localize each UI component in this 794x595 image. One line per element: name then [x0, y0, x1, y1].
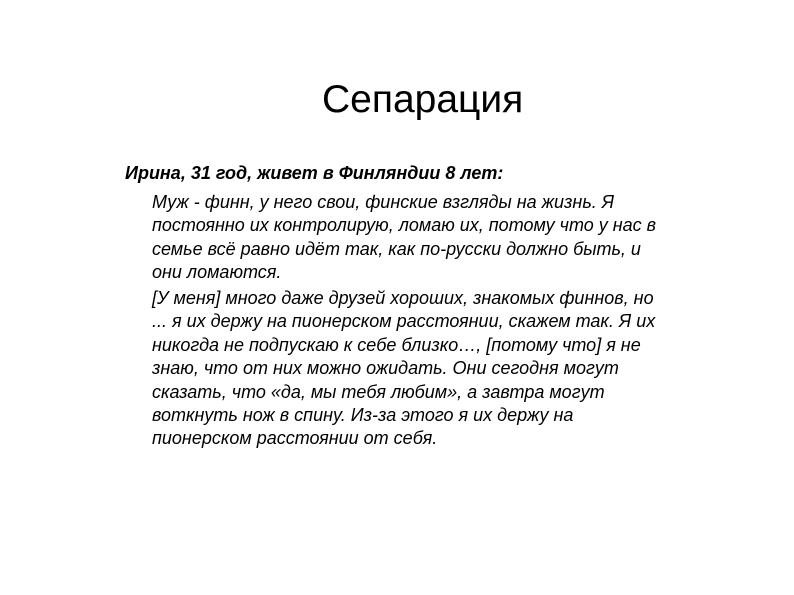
slide-title: Сепарация — [322, 78, 524, 121]
paragraph-2-line-4: знаю, что от них можно ожидать. Они сегодня могут — [152, 358, 619, 379]
paragraph-1-line-2: постоянно их контролирую, ломаю их, потому что у нас в — [152, 215, 657, 236]
paragraph-2-line-1: [У меня] много даже друзей хороших, знакомых финнов, но — [152, 288, 654, 308]
quote-paragraph-2 — [152, 287, 764, 451]
paragraph-2-line-7: пионерском расстоянии от себя. — [152, 428, 438, 449]
paragraph-1-line-1: Муж - финн, у него свои, финские взгляды на жизнь. Я — [152, 192, 615, 212]
quote-heading: Ирина, 31 год, живет в Финляндии 8 лет: — [125, 163, 504, 183]
paragraph-1-line-4: они ломаются. — [152, 262, 282, 283]
paragraph-2-line-5: сказать, что «да, мы тебя любим», а завтра могут — [152, 381, 605, 402]
paragraph-2-line-3: никогда не подпускаю к себе близко…, [потому что] я не — [152, 334, 641, 355]
quote-paragraph-1 — [152, 191, 764, 285]
paragraph-2-line-2: ... я их держу на пионерском расстоянии, скажем так. Я их — [152, 311, 656, 332]
paragraph-2-line-6: воткнуть нож в спину. Из-за этого я их держу на — [152, 404, 574, 425]
paragraph-1-line-3: семье всё равно идёт так, как по-русски должно быть, и — [152, 238, 641, 259]
